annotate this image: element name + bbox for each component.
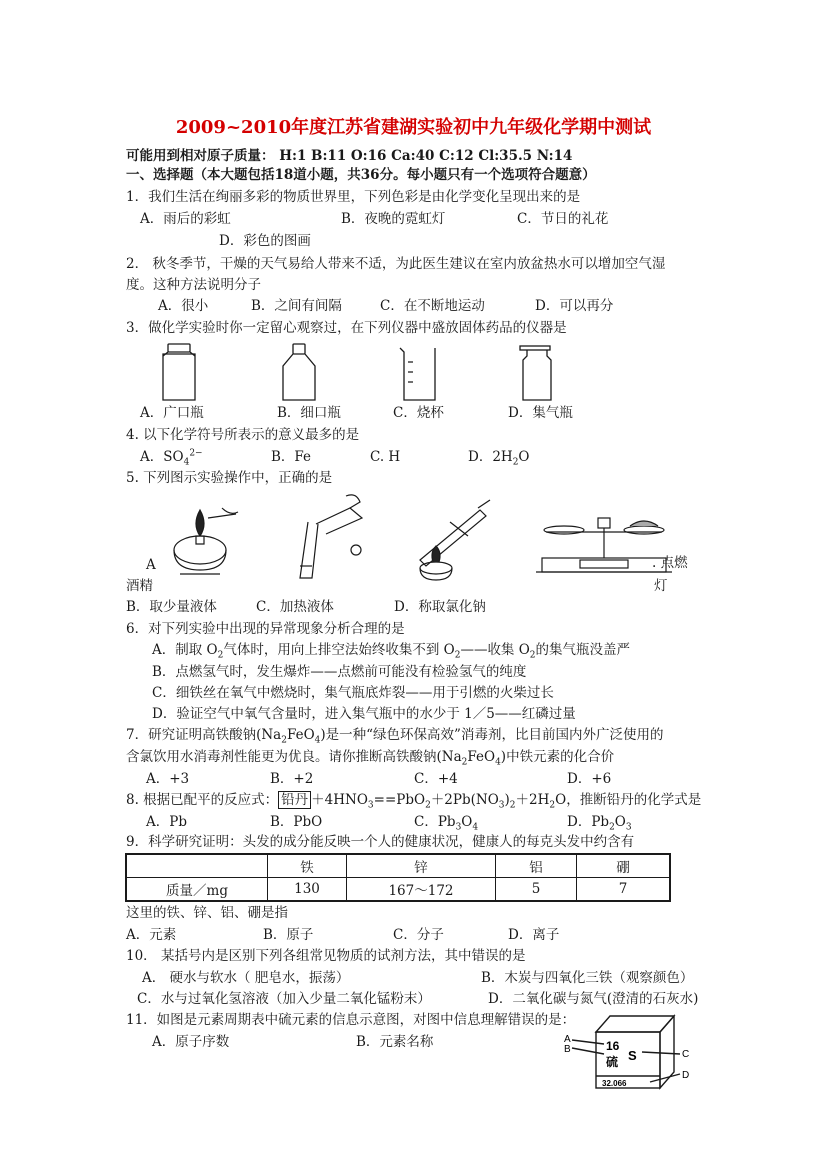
q4-stem: 4. 以下化学符号所表示的意义最多的是 xyxy=(126,427,360,443)
label-a: A xyxy=(564,1034,571,1045)
atomic-number: 16 xyxy=(606,1039,620,1053)
q10-stem: 10． 某括号内是区别下列各组常见物质的试剂方法，其中错误的是 xyxy=(126,948,526,964)
q7-option-a: A．+3 xyxy=(146,771,190,787)
alcohol-lamp-icon xyxy=(174,508,238,574)
q3-option-a: A．广口瓶 xyxy=(140,405,204,421)
q5-option-a-tail3: 灯 xyxy=(654,578,668,594)
label-b: B xyxy=(564,1044,571,1055)
q4-option-c: C. H xyxy=(370,449,401,465)
q3-option-c: C．烧杯 xyxy=(393,405,444,421)
q6-option-b: B．点燃氢气时，发生爆炸——点燃前可能没有检验氢气的纯度 xyxy=(152,664,527,680)
q5-option-b: B．取少量液体 xyxy=(126,599,217,615)
q8-option-a: A．Pb xyxy=(146,814,187,830)
q8-option-d: D．$Pb_2O_3$ xyxy=(567,814,632,833)
q10-option-c: C．水与过氧化氢溶液（加入少量二氧化锰粉末） xyxy=(137,991,431,1007)
wide-mouth-bottle-icon xyxy=(163,344,195,400)
table-cell: 167～172 xyxy=(347,878,496,902)
q10-option-a: A． 硬水与软水（ 肥皂水，振荡） xyxy=(142,970,350,986)
q6-stem: 6．对下列实验中出现的异常现象分析合理的是 xyxy=(126,621,405,637)
q8-stem: 8. 根据已配平的反应式： 铅丹 $+4HNO_3==PbO_2+2Pb(NO_3)_2+2H_2O$，推断铅丹的化学式是 xyxy=(126,792,702,811)
element-name: 硫 xyxy=(606,1055,619,1069)
table-header-cell: 硼 xyxy=(577,854,671,878)
q2-option-d: D．可以再分 xyxy=(535,298,614,314)
atomic-mass: 32.066 xyxy=(602,1079,627,1088)
q5-option-a-tail: . 点燃 xyxy=(652,555,688,571)
q7-option-b: B．+2 xyxy=(270,771,314,787)
q1-option-a: A．雨后的彩虹 xyxy=(140,211,231,227)
label-c: C xyxy=(682,1049,690,1060)
lead-red-box: 铅丹 xyxy=(278,791,311,809)
table-cell: 7 xyxy=(577,878,671,902)
q6-option-c: C．细铁丝在氧气中燃烧时，集气瓶底炸裂——用于引燃的火柴过长 xyxy=(152,685,554,701)
q11-option-b: B．元素名称 xyxy=(356,1034,434,1050)
narrow-mouth-bottle-icon xyxy=(283,344,315,400)
q1-option-d: D．彩色的图画 xyxy=(219,233,311,249)
hair-element-table xyxy=(125,853,671,902)
beaker-icon xyxy=(400,348,435,400)
q6-option-a: A．制取 $O_2$气体时，用向上排空法始终收集不到 $O_2——$收集 $O_2$的集气瓶没盖严 xyxy=(152,642,631,661)
table-cell: 质量／mg xyxy=(126,878,268,902)
pouring-liquid-icon xyxy=(300,495,362,578)
q8-option-c: C．$Pb_3O_4$ xyxy=(414,814,479,833)
q1-option-c: C．节日的礼花 xyxy=(517,211,609,227)
q4-option-a: A．$SO_4^{2-}$ xyxy=(140,448,203,468)
table-header-cell: 锌 xyxy=(347,854,496,878)
q9-tail: 这里的铁、锌、铝、硼是指 xyxy=(126,905,288,921)
q3-option-d: D．集气瓶 xyxy=(508,405,573,421)
gas-bottle-icon xyxy=(520,346,551,400)
q9-option-a: A．元素 xyxy=(126,927,177,943)
q1-option-b: B．夜晚的霓虹灯 xyxy=(341,211,446,227)
table-header-cell: 铝 xyxy=(496,854,577,878)
q5-stem: 5. 下列图示实验操作中，正确的是 xyxy=(126,470,333,486)
exam-title: 2009~2010年度江苏省建湖实验初中九年级化学期中测试 xyxy=(175,117,652,138)
q3-apparatus-figure xyxy=(155,342,575,406)
q7-option-d: D．+6 xyxy=(567,771,612,787)
table-cell: 130 xyxy=(268,878,347,902)
q9-option-d: D．离子 xyxy=(508,927,560,943)
q11-stem: 11．如图是元素周期表中硫元素的信息示意图，对图中信息理解错误的是： xyxy=(126,1012,576,1028)
q3-option-b: B．细口瓶 xyxy=(277,405,341,421)
q2-stem-line1: 2． 秋冬季节，干燥的天气易给人带来不适，为此医生建议在室内放盆热水可以增加空气湿 xyxy=(126,256,666,272)
q2-stem-line2: 度。这种方法说明分子 xyxy=(126,277,261,293)
element-symbol: S xyxy=(628,1048,637,1063)
q3-stem: 3．做化学实验时你一定留心观察过，在下列仪器中盛放固体药品的仪器是 xyxy=(126,320,567,336)
q4-option-d: D．$2H_2O$ xyxy=(468,449,530,468)
table-header-row xyxy=(126,854,670,878)
q5-option-d: D．称取氯化钠 xyxy=(394,599,486,615)
q4-option-b: B．Fe xyxy=(271,449,312,465)
q2-option-c: C．在不断地运动 xyxy=(380,298,485,314)
q7-stem-line2: 含氯饮用水消毒剂性能更为优良。请你推断高铁酸钠$(Na_2FeO_4)$中铁元素的化合价 xyxy=(126,749,615,768)
q9-option-c: C．分子 xyxy=(393,927,444,943)
q8-option-b: B．PbO xyxy=(270,814,323,830)
q5-option-c: C．加热液体 xyxy=(256,599,334,615)
q6-option-d: D．验证空气中氧气含量时，进入集气瓶中的水少于 1／5——红磷过量 xyxy=(152,706,576,722)
q7-option-c: C．+4 xyxy=(414,771,458,787)
label-d: D xyxy=(682,1070,690,1081)
table-header-cell xyxy=(126,854,268,878)
q9-option-b: B．原子 xyxy=(263,927,314,943)
table-header-cell: 铁 xyxy=(268,854,347,878)
q5-option-a-label: A xyxy=(146,557,156,573)
q9-stem: 9．科学研究证明：头发的成分能反映一个人的健康状况，健康人的每克头发中约含有 xyxy=(126,834,635,850)
q7-stem-line1: 7．研究证明高铁酸钠$(Na_2FeO_4)$是一种“绿色环保高效”消毒剂，比目前国内外广泛使用的 xyxy=(126,727,664,746)
table-row xyxy=(126,878,670,902)
q5-option-a-tail2: 酒精 xyxy=(126,578,153,594)
q5-operations-figure xyxy=(150,488,670,588)
heating-liquid-icon xyxy=(420,500,490,580)
sulfur-element-cell xyxy=(564,1010,700,1092)
q10-option-d: D．二氧化碳与氮气(澄清的石灰水) xyxy=(488,991,699,1007)
q11-option-a: A．原子序数 xyxy=(152,1034,230,1050)
q1-stem: 1．我们生活在绚丽多彩的物质世界里，下列色彩是由化学变化呈现出来的是 xyxy=(126,189,581,205)
table-cell: 5 xyxy=(496,878,577,902)
section-heading: 一、选择题（本大题包括18道小题，共36分。每小题只有一个选项符合题意） xyxy=(126,167,596,183)
q10-option-b: B．木炭与四氧化三铁（观察颜色） xyxy=(481,970,694,986)
atomic-mass-line: 可能用到相对原子质量： H:1 B:11 O:16 Ca:40 C:12 Cl:35.5 N:14 xyxy=(126,148,573,164)
q2-option-a: A．很小 xyxy=(158,298,209,314)
q2-option-b: B．之间有间隔 xyxy=(251,298,342,314)
